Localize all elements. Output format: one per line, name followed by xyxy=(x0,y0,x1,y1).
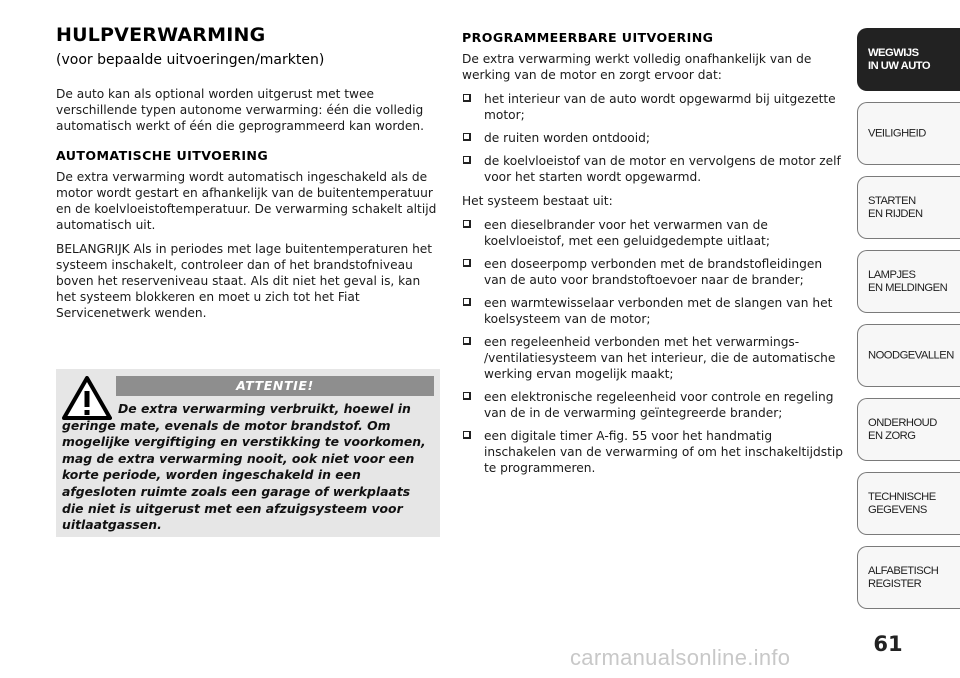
automatic-version-heading: AUTOMATISCHE UITVOERING xyxy=(56,148,269,163)
tab-wegwijs[interactable]: WEGWIJS IN UW AUTO xyxy=(857,28,960,91)
warning-label: ATTENTIE! xyxy=(116,376,434,396)
checkbox-icon xyxy=(463,156,471,164)
tab-technische[interactable]: TECHNISCHE GEGEVENS xyxy=(857,472,960,535)
list-item: een warmtewisselaar verbonden met de slangen van het koelsysteem van de motor; xyxy=(462,295,846,327)
checkbox-icon xyxy=(463,392,471,400)
chapter-tabs xyxy=(857,28,960,620)
checkbox-icon xyxy=(463,337,471,345)
tab-starten[interactable]: STARTEN EN RIJDEN xyxy=(857,176,960,239)
automatic-version-paragraph: De extra verwarming wordt automatisch ingeschakeld als de motor wordt gestart en afhankelijk van de buitentemperatuur en de koelvloeistoftemperatuur. De verwarming schakelt altijd automatisch uit. xyxy=(56,170,437,232)
checkbox-icon xyxy=(463,431,471,439)
list-item: een doseerpomp verbonden met de brandstofleidingen van de auto voor brandstoftoevoer naar de brander; xyxy=(462,256,846,288)
component-list xyxy=(462,217,846,476)
right-column xyxy=(462,30,846,484)
checkbox-icon xyxy=(463,220,471,228)
list-item: een regeleenheid verbonden met het verwarmings- /ventilatiesysteem van het interieur, die de automatische werking ervan mogelijk maakt; xyxy=(462,334,846,382)
page-subtitle: (voor bepaalde uitvoeringen/markten) xyxy=(56,52,325,68)
left-column xyxy=(56,24,440,329)
tab-onderhoud[interactable]: ONDERHOUD EN ZORG xyxy=(857,398,960,461)
checkbox-icon xyxy=(463,133,471,141)
list-item: de ruiten worden ontdooid; xyxy=(462,130,846,146)
important-paragraph: BELANGRIJK Als in periodes met lage buitentemperaturen het systeem inschakelt, controleer dan of het brandstofniveau boven het reserveniveau staat. Als dit niet het geval is, kan het systeem blokkeren en moet u zich tot het Fiat Servicenetwerk wenden. xyxy=(56,242,433,320)
checkbox-icon xyxy=(463,259,471,267)
list-item: een elektronische regeleenheid voor controle en regeling van de in de verwarming geïntegreerde brander; xyxy=(462,389,846,421)
page-title: HULPVERWARMING xyxy=(56,24,266,46)
tab-register[interactable]: ALFABETISCH REGISTER xyxy=(857,546,960,609)
checkbox-icon xyxy=(463,298,471,306)
programmable-version-heading: PROGRAMMEERBARE UITVOERING xyxy=(462,30,714,45)
tab-noodgevallen[interactable]: NOODGEVALLEN xyxy=(857,324,960,387)
warning-text: De extra verwarming verbruikt, hoewel in geringe mate, evenals de motor brandstof. Om mogelijke vergiftiging en verstikking te voorkomen, mag de extra verwarming nooit, ook niet voor een korte periode, worden ingeschakeld in een afgesloten ruimte zoals een garage of werkplaats die niet is uitgerust met een afzuigsysteem voor uitlaatgassen. xyxy=(62,401,426,533)
list-item: de koelvloeistof van de motor en vervolgens de motor zelf voor het starten wordt opgewarmd. xyxy=(462,153,846,185)
page-number: 61 xyxy=(873,632,903,656)
list-item: een dieselbrander voor het verwarmen van de koelvloeistof, met een geluidgedempte uitlaat; xyxy=(462,217,846,249)
watermark: carmanualsonline.info xyxy=(570,645,791,670)
warning-box xyxy=(56,369,440,537)
programmable-intro: De extra verwarming werkt volledig onafhankelijk van de werking van de motor en zorgt ervoor dat: xyxy=(462,52,812,82)
list-item: een digitale timer A-fig. 55 voor het handmatig inschakelen van de verwarming of om het inschakeltijdstip te programmeren. xyxy=(462,428,846,476)
tab-veiligheid[interactable]: VEILIGHEID xyxy=(857,102,960,165)
tab-lampjes[interactable]: LAMPJES EN MELDINGEN xyxy=(857,250,960,313)
checkbox-icon xyxy=(463,94,471,102)
system-intro: Het systeem bestaat uit: xyxy=(462,194,613,208)
list-item: het interieur van de auto wordt opgewarmd bij uitgezette motor; xyxy=(462,91,846,123)
function-list xyxy=(462,91,846,185)
intro-paragraph: De auto kan als optional worden uitgerust met twee verschillende typen autonome verwarming: één die volledig automatisch werkt of één die geprogrammeerd kan worden. xyxy=(56,87,424,133)
